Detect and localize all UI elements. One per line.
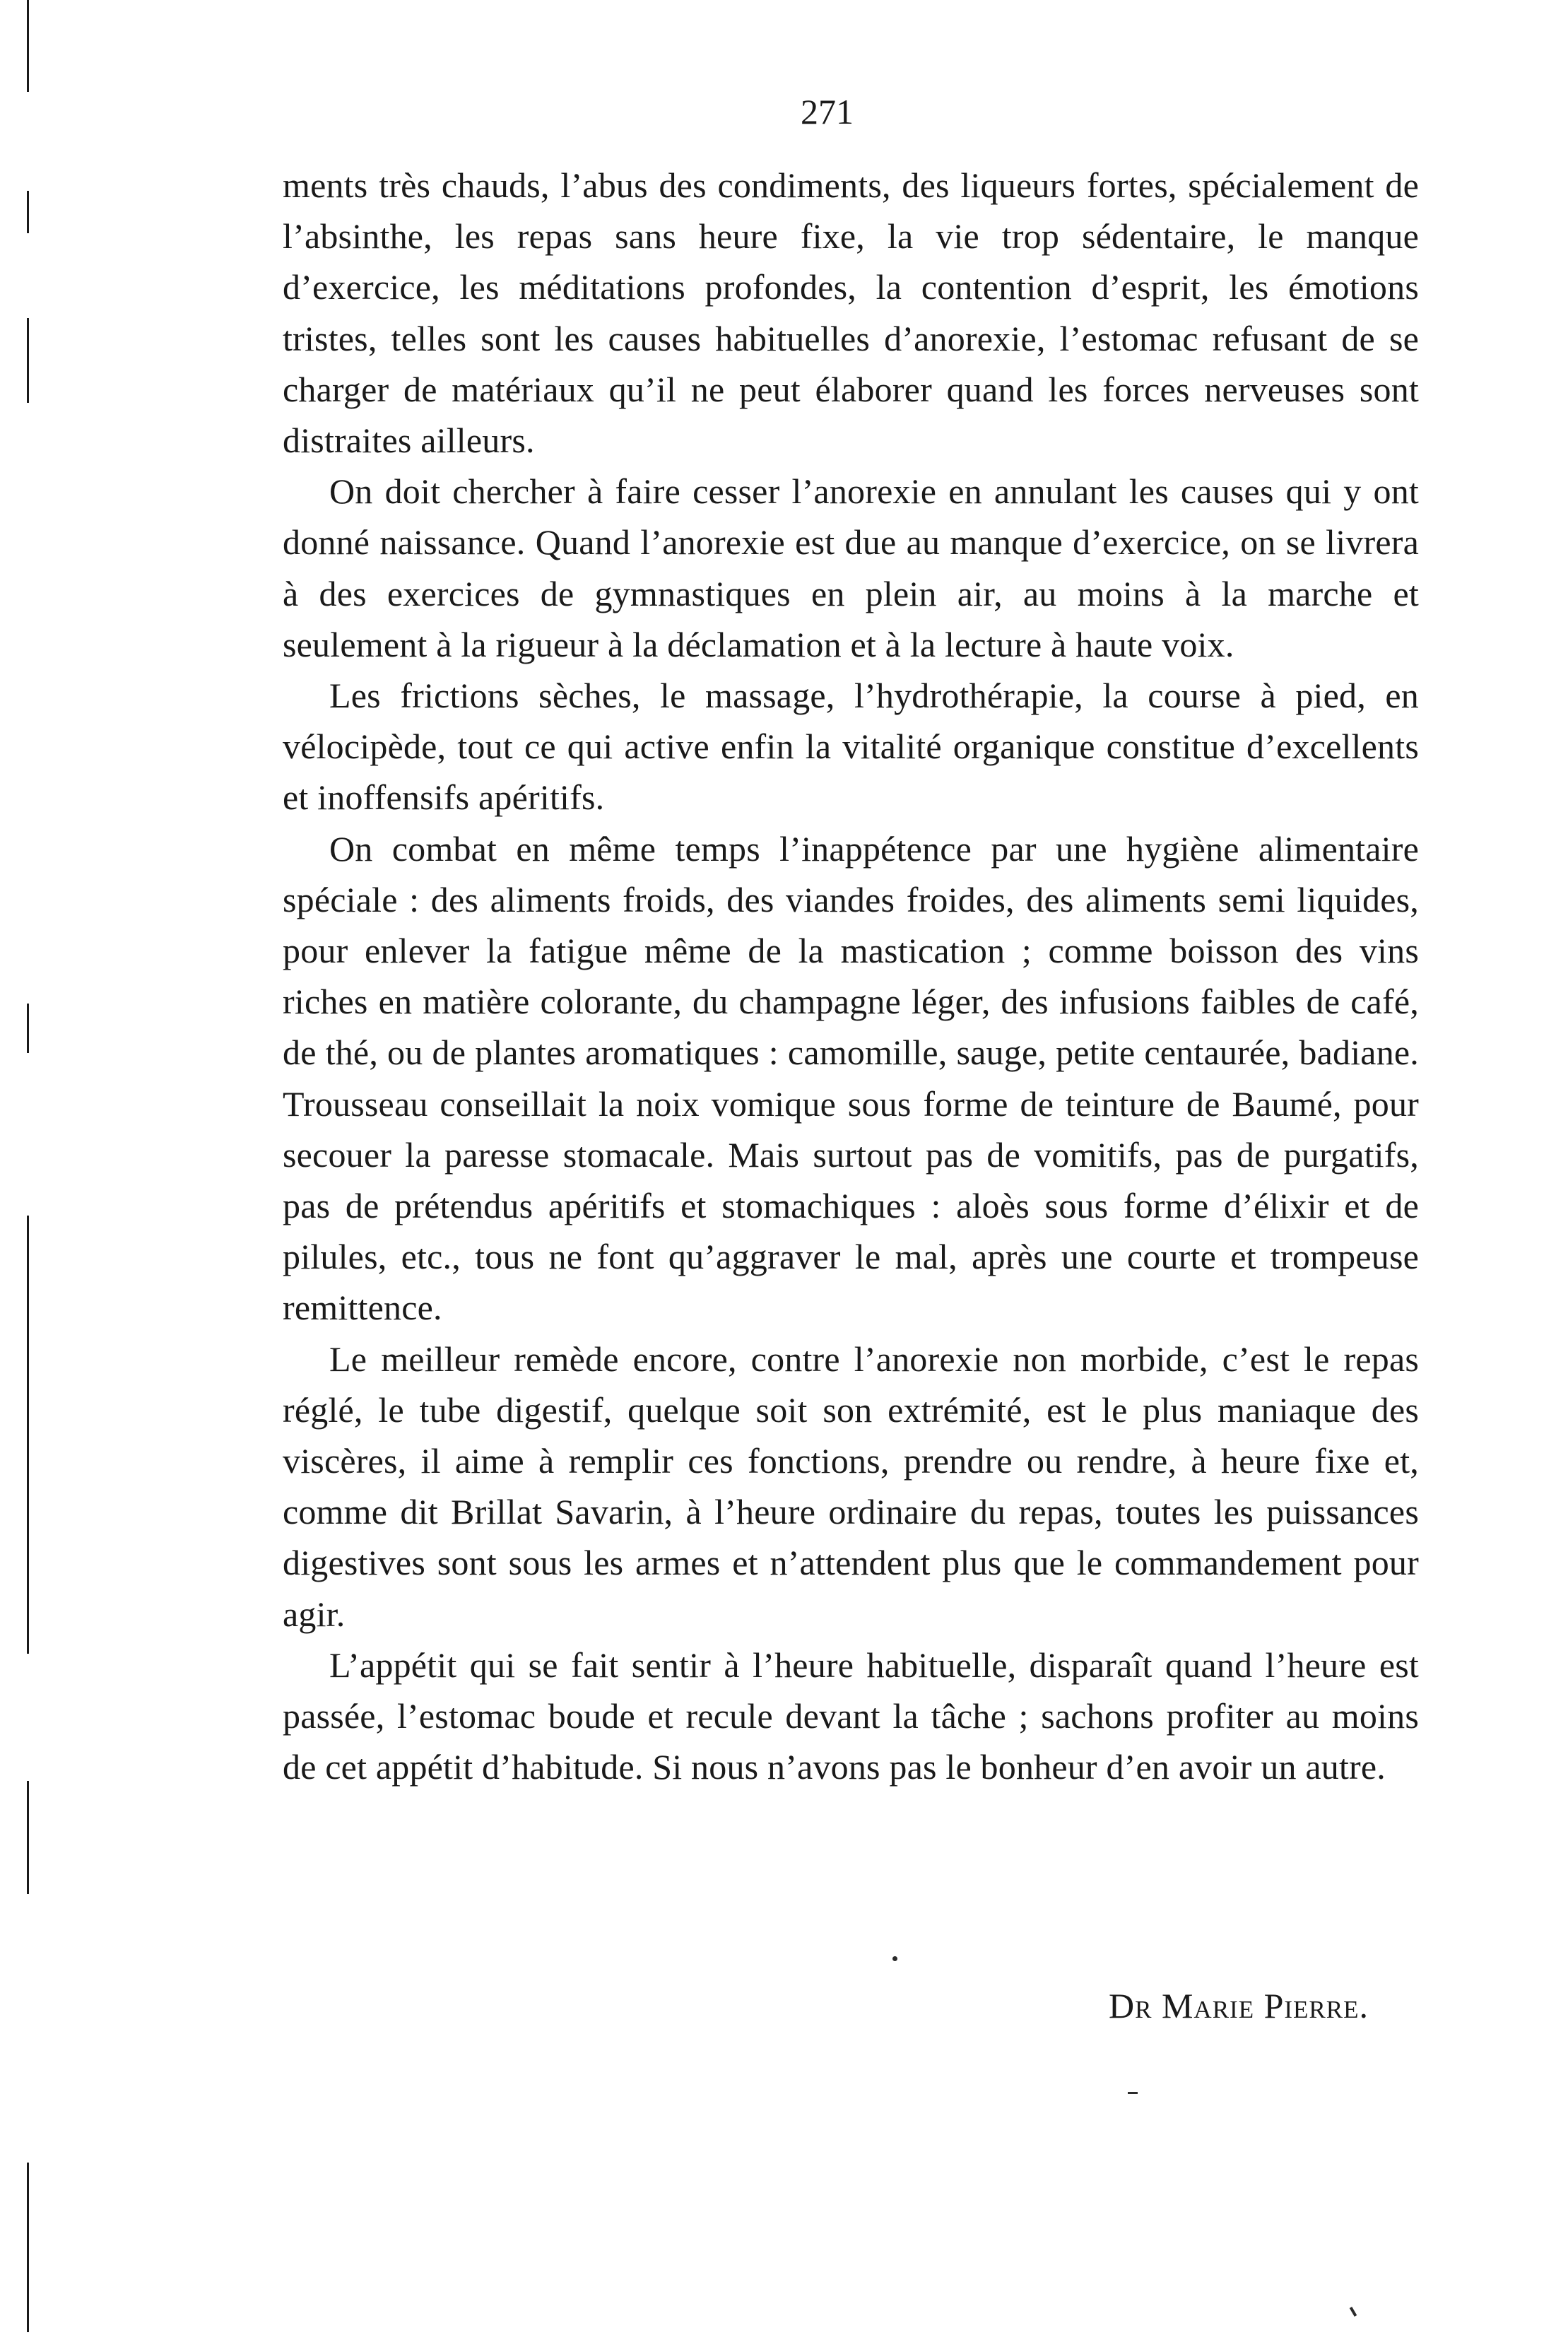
binding-edge-mark <box>27 191 29 233</box>
binding-edge-mark <box>27 1781 29 1894</box>
binding-edge-mark <box>27 2163 29 2332</box>
binding-edge-mark <box>27 0 29 92</box>
paragraph: ments très chauds, l’abus des condiments, des liqueurs fortes, spécialement de l’absinthe, les repas sans heure fixe, la vie trop sédentaire, le manque d’exercice, les méditations profondes, la contention d’esprit, les émotions tristes, telles sont les causes habituelles d’anorexie, l’estomac refusant de se charger de matériaux qu’il ne peut élaborer quand les forces nerveuses sont distraites ailleurs. <box>283 165 1419 461</box>
paragraph: On combat en même temps l’inappétence par une hygiène alimentaire spéciale : des aliments froids, des viandes froides, des aliments semi liquides, pour enlever la fatigue même de la mastication ; comme boisson des vins riches en matière colorante, du champagne léger, des infusions faibles de café, de thé, ou de plantes aromatiques : camomille, sauge, petite centaurée, badiane. Trousseau conseillait la noix vomique sous forme de teinture de Baumé, pour secouer la paresse stomacale. Mais surtout pas de vomitifs, pas de purgatifs, pas de prétendus apéritifs et stomachiques : aloès sous forme d’élixir et de pilules, etc., tous ne font qu’aggraver le mal, après une courte et trompeuse remittence. <box>283 828 1419 1328</box>
author-signature: Dr Marie Pierre. <box>1109 1986 1369 2025</box>
paragraph: Le meilleur remède encore, contre l’anorexie non morbide, c’est le repas réglé, le tube digestif, quelque soit son extrémité, est le plus maniaque des viscères, il aime à remplir ces fonctions, prendre ou rendre, à heure fixe et, comme dit Brillat Savarin, à l’heure ordinaire du repas, toutes les puissances digestives sont sous les armes et n’attendent plus que le commandement pour agir. <box>283 1339 1419 1634</box>
paragraph: L’appétit qui se fait sentir à l’heure habituelle, disparaît quand l’heure est passée, l’estomac boude et recule devant la tâche ; sachons profiter au moins de cet appétit d’habitude. Si nous n’avons pas le bonheur d’en avoir un autre. <box>283 1645 1419 1787</box>
binding-edge-mark <box>27 318 29 403</box>
page-number: 271 <box>801 92 854 131</box>
print-speck <box>892 1956 897 1961</box>
body-text <box>283 160 1419 1793</box>
print-speck <box>1350 2307 1357 2317</box>
paragraph: On doit chercher à faire cesser l’anorexie en annulant les causes qui y ont donné naissance. Quand l’anorexie est due au manque d’exercice, on se livrera à des exercices de gymnastiques en plein air, au moins à la marche et seulement à la rigueur à la déclamation et à la lecture à haute voix. <box>283 471 1419 664</box>
binding-edge-mark <box>27 1216 29 1654</box>
binding-edge-mark <box>27 1004 29 1053</box>
paragraph: Les frictions sèches, le massage, l’hydrothérapie, la course à pied, en vélocipède, tout ce qui active enfin la vitalité organique constitue d’excellents et inoffensifs apéritifs. <box>283 676 1419 818</box>
print-speck <box>1128 2092 1138 2094</box>
